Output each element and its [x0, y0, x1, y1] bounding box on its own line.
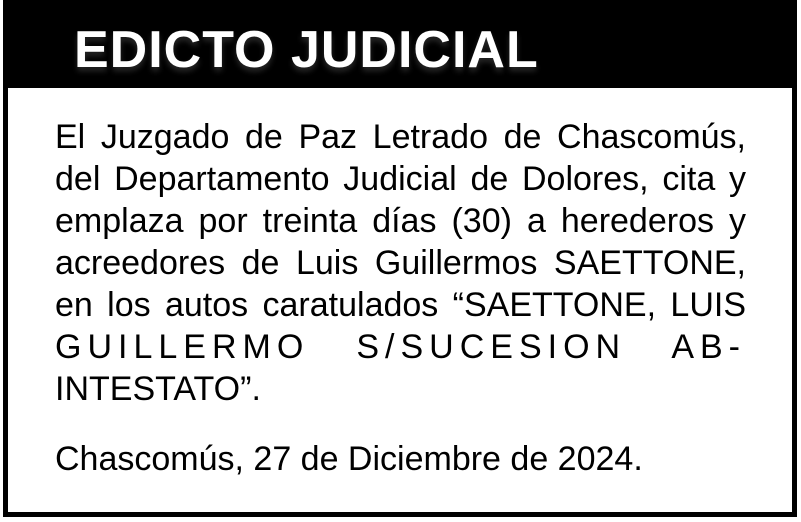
notice-line: INTESTATO”. — [55, 370, 261, 408]
notice-line: acreedores de Luis Guillermos SAETTONE, — [55, 244, 746, 282]
notice-line: GUILLERMO S/SUCESION AB- — [55, 328, 746, 366]
notice-line: El Juzgado de Paz Letrado de Chascomús, — [55, 118, 746, 156]
notice-header — [8, 5, 792, 88]
notice-date: Chascomús, 27 de Diciembre de 2024. — [55, 440, 643, 478]
notice-title: EDICTO JUDICIAL — [74, 20, 539, 79]
notice-line: en los autos caratulados “SAETTONE, LUIS — [55, 286, 746, 324]
notice-line: del Departamento Judicial de Dolores, cita y — [55, 160, 746, 198]
notice-body — [8, 88, 792, 480]
notice-line: emplaza por treinta días (30) a herederos y — [55, 202, 746, 240]
notice-card — [3, 0, 797, 517]
